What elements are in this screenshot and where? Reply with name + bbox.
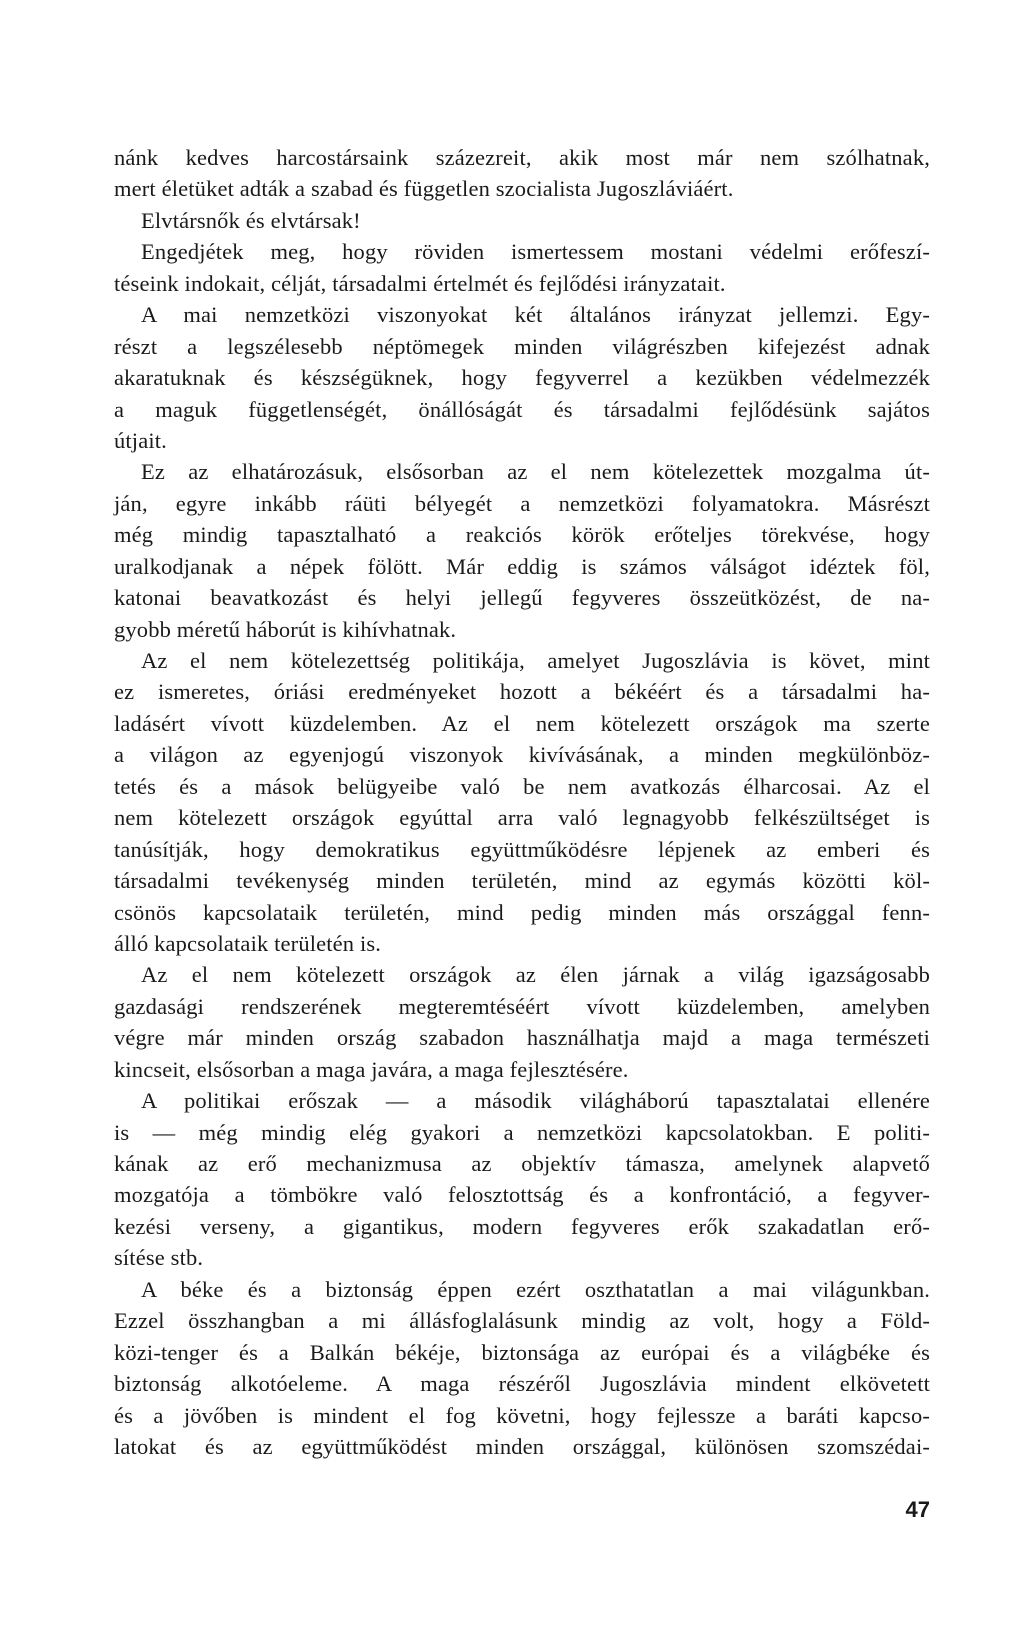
text-line: tanúsítják, hogy demokratikus együttműködésre lépjenek az emberi és xyxy=(114,836,930,862)
text-line: biztonság alkotóeleme. A maga részéről Jugoszlávia mindent elkövetett xyxy=(114,1371,930,1397)
text-line: katonai beavatkozást és helyi jellegű fegyveres összeütközést, de na- xyxy=(114,585,930,611)
text-line: mozgatója a tömbökre való felosztottság és a konfrontáció, a fegyver- xyxy=(114,1182,930,1208)
text-line: A mai nemzetközi viszonyokat két általános irányzat jellemzi. Egy- xyxy=(141,302,930,328)
text-line: Ezzel összhangban a mi állásfoglalásunk mindig az volt, hogy a Föld- xyxy=(114,1308,930,1334)
text-line: sítése stb. xyxy=(114,1245,204,1271)
text-line: tetés és a mások belügyeibe való be nem avatkozás élharcosai. Az el xyxy=(114,773,930,799)
text-line: Engedjétek meg, hogy röviden ismertessem mostani védelmi erőfeszí- xyxy=(141,239,930,265)
text-line: társadalmi tevékenység minden területén, mind az egymás közötti köl- xyxy=(114,868,930,894)
text-line: ján, egyre inkább ráüti bélyegét a nemzetközi folyamatokra. Másrészt xyxy=(114,490,930,516)
text-line: téseink indokait, célját, társadalmi értelmét és fejlődési irányzatait. xyxy=(114,270,726,296)
text-line: nem kötelezett országok egyúttal arra való legnagyobb felkészültséget is xyxy=(114,805,930,831)
text-line: Elvtársnők és elvtársak! xyxy=(141,207,361,233)
text-line: kának az erő mechanizmusa az objektív támasza, amelynek alapvető xyxy=(114,1151,930,1176)
text-line: Az el nem kötelezettség politikája, amelyet Jugoszlávia is követ, mint xyxy=(141,648,930,673)
text-line: mert életüket adták a szabad és független szocialista Jugoszláviáért. xyxy=(114,176,734,202)
text-line: végre már minden ország szabadon használhatja majd a maga természeti xyxy=(114,1025,930,1051)
text-line: még mindig tapasztalható a reakciós körök erőteljes törekvése, hogy xyxy=(114,522,930,548)
text-line: Az el nem kötelezett országok az élen járnak a világ igazságosabb xyxy=(141,962,930,988)
text-line: gyobb méretű háborút is kihívhatnak. xyxy=(114,616,457,642)
text-line: kincseit, elsősorban a maga javára, a maga fejlesztésére. xyxy=(114,1056,629,1082)
text-line: is — még mindig elég gyakori a nemzetközi kapcsolatokban. E politi- xyxy=(114,1119,930,1145)
text-line: csönös kapcsolataik területén, mind pedig minden más országgal fenn- xyxy=(114,899,930,925)
text-line: közi-tenger és a Balkán békéje, biztonsága az európai és a világbéke és xyxy=(114,1339,930,1365)
text-line: nánk kedves harcostársaink százezreit, akik most már nem szólhatnak, xyxy=(114,145,930,170)
text-line: álló kapcsolataik területén is. xyxy=(114,930,382,956)
text-line: latokat és az együttműködést minden országgal, különösen szomszédai- xyxy=(114,1433,930,1459)
text-line: a világon az egyenjogú viszonyok kivívásának, a minden megkülönböz- xyxy=(114,742,930,768)
text-line: kezési verseny, a gigantikus, modern fegyveres erők szakadatlan erő- xyxy=(114,1213,930,1239)
text-line: útjait. xyxy=(114,427,167,453)
text-line: uralkodjanak a népek fölött. Már eddig is számos válságot idéztek föl, xyxy=(114,553,930,579)
text-line: ez ismeretes, óriási eredményeket hozott a békéért és a társadalmi ha- xyxy=(114,679,930,705)
text-line: ladásért vívott küzdelemben. Az el nem kötelezett országok ma szerte xyxy=(114,710,930,736)
text-line: és a jövőben is mindent el fog követni, hogy fejlessze a baráti kapcso- xyxy=(114,1402,930,1428)
text-line: gazdasági rendszerének megteremtéséért vívott küzdelemben, amelyben xyxy=(114,993,930,1019)
text-line: akaratuknak és készségüknek, hogy fegyverrel a kezükben védelmezzék xyxy=(114,365,930,391)
page-body-text xyxy=(114,142,930,1462)
text-line: a maguk függetlenségét, önállóságát és társadalmi fejlődésünk sajátos xyxy=(114,396,930,422)
text-line: részt a legszélesebb néptömegek minden világrészben kifejezést adnak xyxy=(114,333,930,359)
text-line: A béke és a biztonság éppen ezért oszthatatlan a mai világunkban. xyxy=(141,1276,930,1302)
page-number: 47 xyxy=(905,1497,930,1522)
text-line: A politikai erőszak — a második világháború tapasztalatai ellenére xyxy=(141,1088,930,1114)
text-line: Ez az elhatározásuk, elsősorban az el nem kötelezettek mozgalma út- xyxy=(141,459,930,485)
